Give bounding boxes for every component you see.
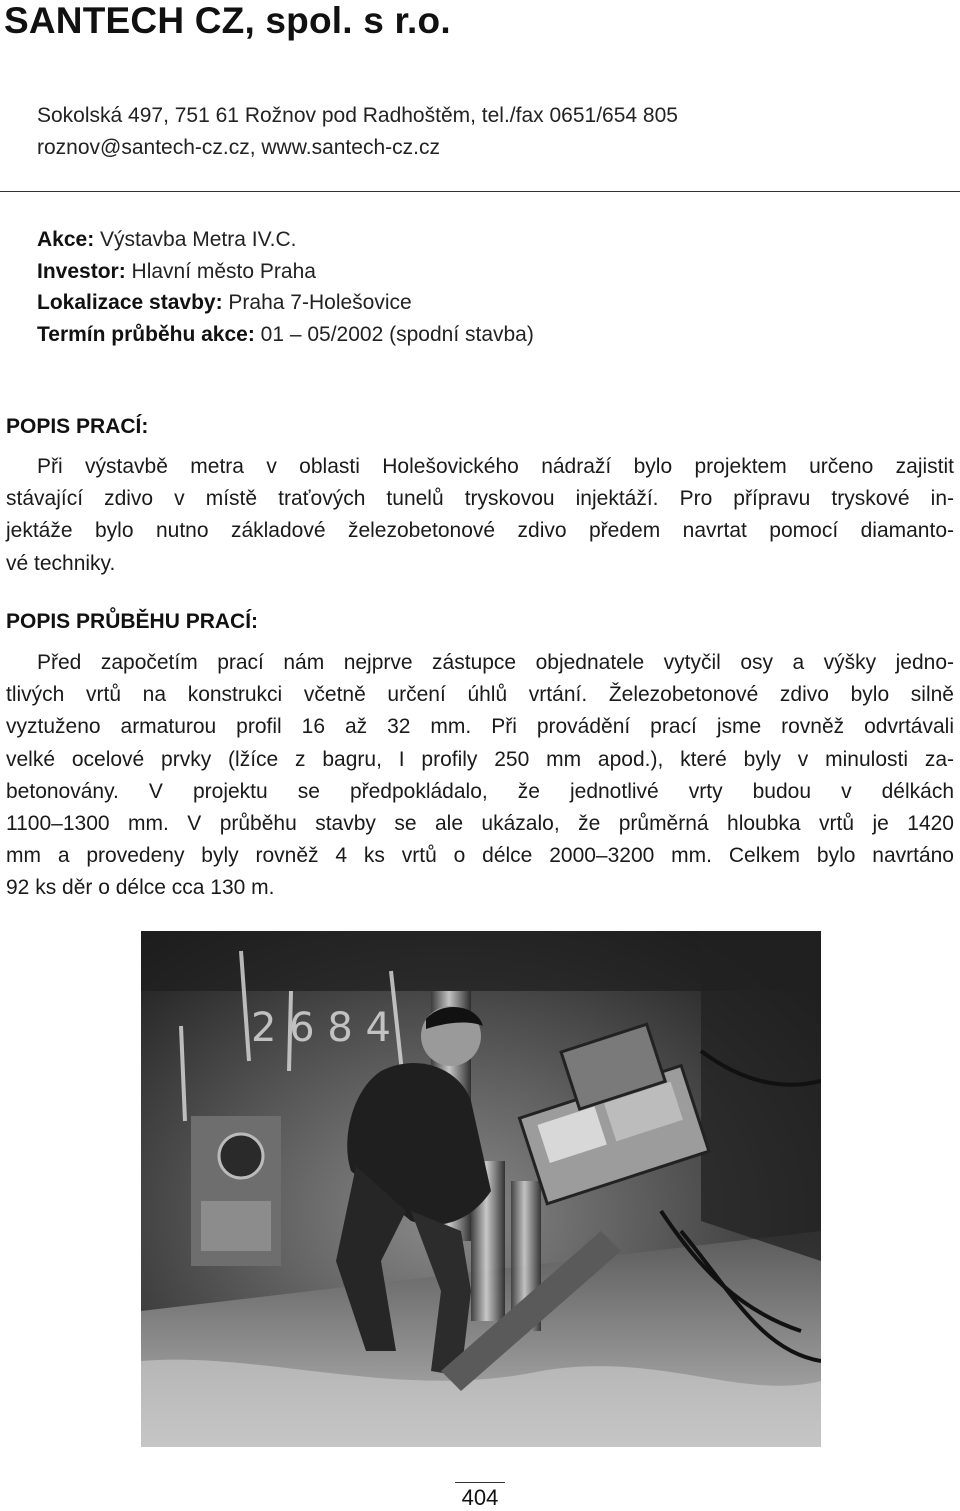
- drilling-photo-illustration: [141, 931, 821, 1447]
- paragraph-popis-prubehu: [6, 647, 954, 905]
- contact-line[interactable]: roznov@santech-cz.cz, www.santech-cz.cz: [37, 136, 440, 159]
- meta-akce: [37, 224, 534, 256]
- paragraph-line: betonovány. V projektu se předpokládalo, že jednotlivé vrty budou v délkách: [6, 779, 954, 803]
- paragraph-line: velké ocelové prvky (lžíce z bagru, I profily 250 mm apod.), které byly v minulosti za-: [6, 747, 954, 771]
- meta-value: Hlavní město Praha: [125, 259, 316, 283]
- address-line: Sokolská 497, 751 61 Rožnov pod Radhoštěm, tel./fax 0651/654 805: [37, 104, 678, 127]
- page-number-value: 404: [455, 1482, 505, 1511]
- company-address: [37, 100, 678, 164]
- wall-marking: 2 6 8 4: [251, 1005, 391, 1051]
- paragraph-line: Před započetím prací nám nejprve zástupce objednatele vytyčil osy a výšky jedno-: [37, 651, 954, 674]
- paragraph-line: tlivých vrtů na konstrukci včetně určení úhlů vrtání. Železobetonové zdivo bylo silně: [6, 683, 954, 707]
- paragraph-line: Při výstavbě metra v oblasti Holešovického nádraží bylo projektem určeno zajistit: [37, 455, 954, 478]
- paragraph-popis-praci: [6, 451, 954, 580]
- meta-value: Výstavba Metra IV.C.: [94, 228, 297, 251]
- paragraph-line: vyztuženo armaturou profil 16 až 32 mm. Při provádění prací jsme rovněž odvrtávali: [6, 715, 954, 739]
- paragraph-line: mm a provedeny byly rovněž 4 ks vrtů o délce 2000–3200 mm. Celkem bylo navrtáno: [6, 844, 954, 868]
- paragraph-line: 1100–1300 mm. V průběhu stavby se ale ukázalo, že průměrná hloubka vrtů je 1420: [6, 812, 954, 836]
- project-meta: [37, 224, 534, 350]
- paragraph-line: jektáže bylo nutno základové železobetonové zdivo předem navrtat pomocí diamanto-: [6, 519, 954, 543]
- paragraph-line: vé techniky.: [6, 551, 116, 575]
- header-divider: [0, 191, 960, 192]
- paragraph-line: 92 ks děr o délce cca 130 m.: [6, 876, 275, 900]
- paragraph-line: stávající zdivo v místě traťových tunelů tryskovou injektáží. Pro přípravu tryskové in-: [6, 487, 954, 511]
- section-title-popis-praci: POPIS PRACÍ:: [6, 415, 149, 438]
- page-number: [0, 1482, 960, 1511]
- drilling-photo: [141, 931, 821, 1447]
- section-title-popis-prubehu: POPIS PRŮBĚHU PRACÍ:: [6, 610, 259, 633]
- meta-value: 01 – 05/2002 (spodní stavba): [254, 322, 534, 346]
- meta-lokalizace: [37, 287, 534, 319]
- meta-value: Praha 7-Holešovice: [222, 291, 412, 314]
- meta-label: Akce:: [37, 228, 95, 251]
- meta-investor: [37, 256, 534, 288]
- company-name: SANTECH CZ, spol. s r.o.: [4, 0, 451, 41]
- meta-label: Termín průběhu akce:: [37, 322, 255, 346]
- meta-label: Investor:: [37, 259, 126, 283]
- meta-label: Lokalizace stavby:: [37, 291, 223, 314]
- meta-termin: [37, 319, 534, 351]
